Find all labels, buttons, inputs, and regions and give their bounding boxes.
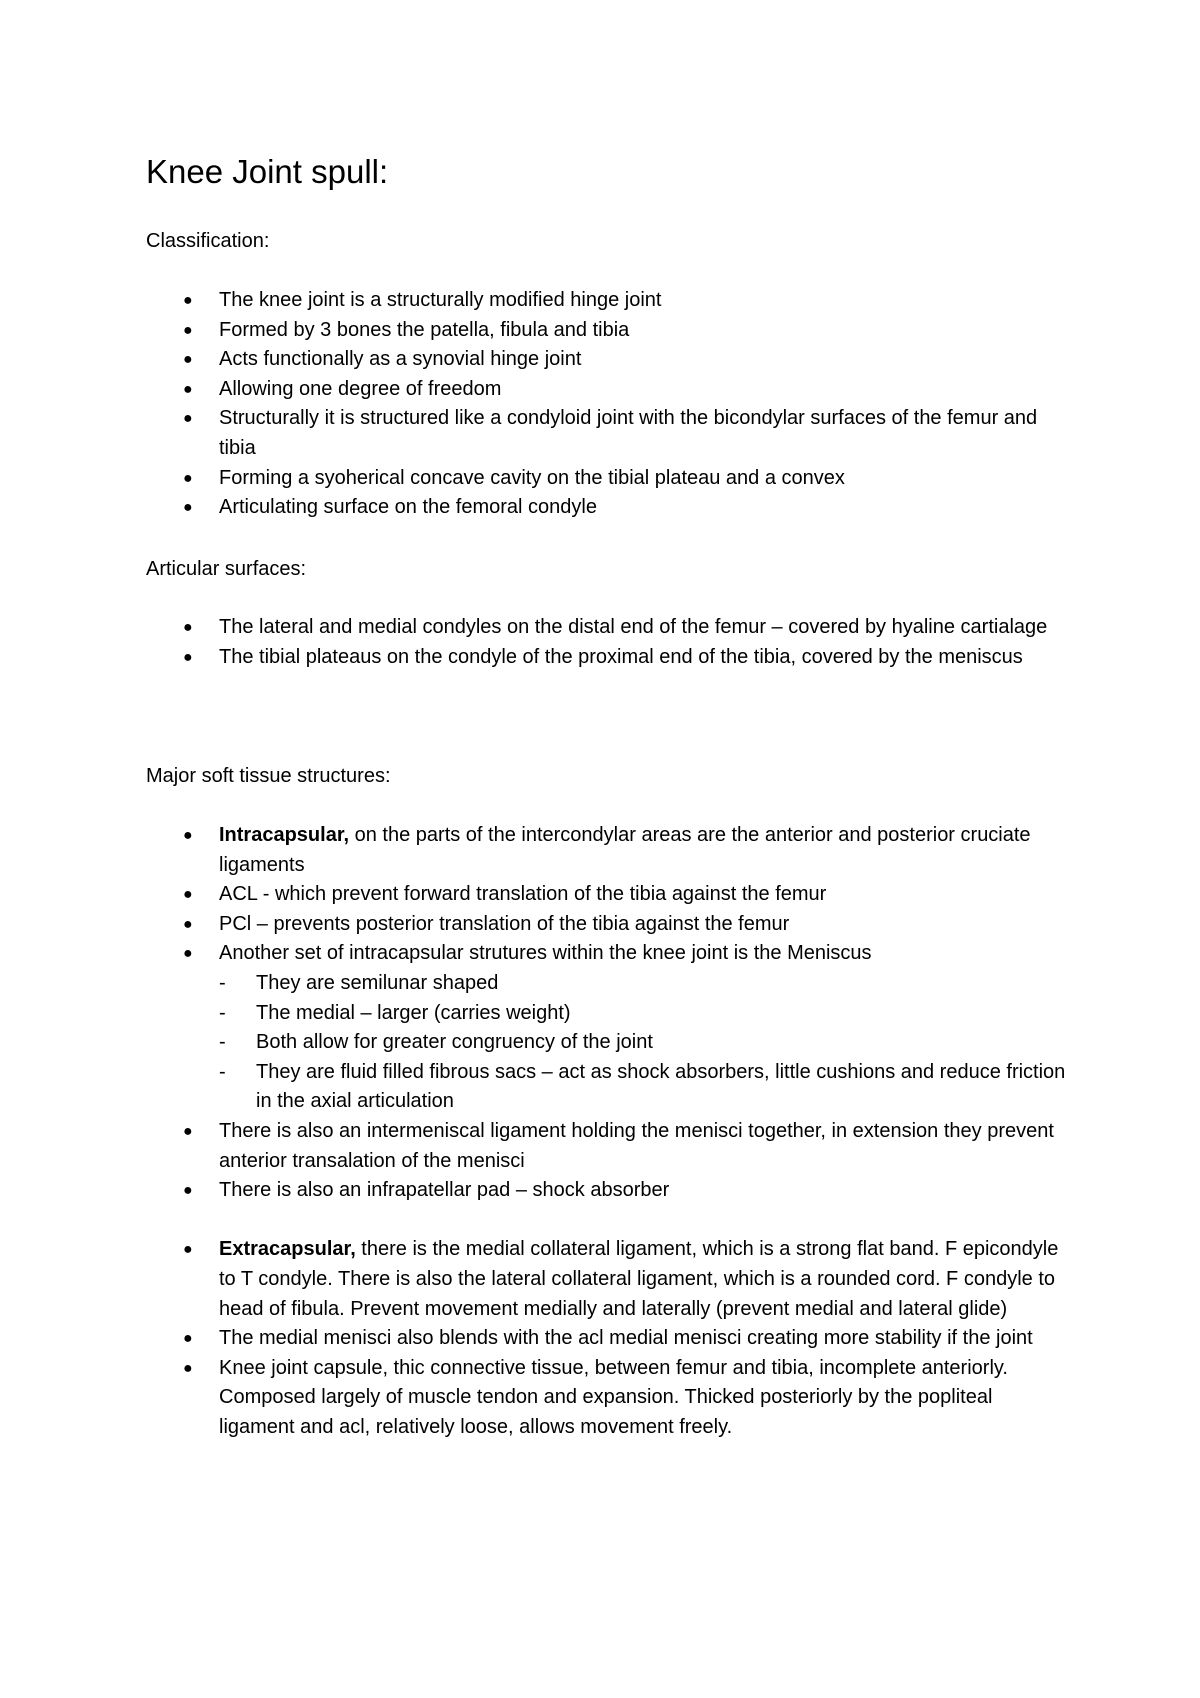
bullet-icon: ●: [183, 1182, 193, 1200]
list-item: ● Acts functionally as a synovial hinge joint: [0, 345, 1069, 375]
bullet-icon: ●: [183, 410, 193, 428]
classification-heading: Classification:: [146, 230, 270, 252]
list-item: ● Another set of intracapsular strutures within the knee joint is the Meniscus - They are semilunar shaped - The medial – larger (carries weight) - Both allow for greater congruency of the joint - They are fluid filled fibrous sacs – act as shock absorbers, little cushions and reduce friction in the axial articulation: [0, 939, 1069, 1117]
bullet-icon: ●: [183, 499, 193, 517]
classification-list: [0, 286, 1200, 523]
list-item: ● The knee joint is a structurally modified hinge joint: [0, 286, 1069, 316]
list-item: ● There is also an intermeniscal ligament holding the menisci together, in extension they prevent anterior transalation of the menisci: [0, 1117, 1069, 1176]
document-title: Knee Joint spull:: [146, 153, 389, 190]
list-item: ● Intracapsular, on the parts of the intercondylar areas are the anterior and posterior cruciate ligaments: [0, 821, 1069, 880]
list-item: ● Articulating surface on the femoral condyle: [0, 493, 1069, 523]
extracapsular-label: Extracapsular,: [219, 1238, 356, 1261]
bullet-icon: ●: [183, 1330, 193, 1348]
bullet-icon: ●: [183, 469, 193, 487]
intracapsular-label: Intracapsular,: [219, 824, 350, 846]
list-item: ● The lateral and medial condyles on the distal end of the femur – covered by hyaline cartialage: [0, 613, 1069, 643]
list-item: ● PCl – prevents posterior translation of the tibia against the femur: [0, 910, 1069, 940]
sub-list-item: - They are fluid filled fibrous sacs – act as shock absorbers, little cushions and reduce friction in the axial articulation: [219, 1060, 1066, 1113]
sub-list-item: - Both allow for greater congruency of the joint: [219, 1031, 653, 1054]
bullet-icon: ●: [183, 945, 193, 963]
bullet-icon: ●: [183, 827, 193, 844]
list-item: ● Allowing one degree of freedom: [0, 375, 1069, 405]
sub-list-item: - They are semilunar shaped: [219, 971, 499, 994]
soft-tissue-heading: Major soft tissue structures:: [146, 765, 391, 787]
bullet-icon: ●: [183, 648, 193, 666]
articular-list: [0, 613, 1200, 672]
list-item: ● ACL - which prevent forward translation of the tibia against the femur: [0, 880, 1069, 910]
bullet-icon: ●: [183, 292, 193, 309]
soft-tissue-list: [0, 821, 1200, 1442]
bullet-icon: ●: [183, 321, 193, 339]
bullet-icon: ●: [183, 886, 193, 904]
list-item: ● The medial menisci also blends with the acl medial menisci creating more stability if the joint: [0, 1324, 1069, 1354]
list-item: ● Structurally it is structured like a condyloid joint with the bicondylar surfaces of the femur and tibia: [0, 404, 1069, 463]
bullet-icon: ●: [183, 619, 193, 636]
bullet-icon: ●: [183, 380, 193, 398]
articular-heading: Articular surfaces:: [146, 558, 307, 580]
list-item: ● The tibial plateaus on the condyle of the proximal end of the tibia, covered by the meniscus: [0, 643, 1069, 673]
bullet-icon: ●: [183, 1122, 193, 1140]
meniscus-sublist: [219, 969, 1069, 1117]
bullet-icon: ●: [183, 351, 193, 369]
bullet-icon: ●: [183, 1359, 193, 1377]
list-item: ● Formed by 3 bones the patella, fibula and tibia: [0, 316, 1069, 346]
list-item: ● Extracapsular, there is the medial collateral ligament, which is a strong flat band. F epicondyle to T condyle. There is also the lateral collateral ligament, which is a rounded cord. F condyle to head of fibula. Prevent movement medially and laterally (prevent medial and lateral glide): [0, 1235, 1069, 1324]
list-item: ● Forming a syoherical concave cavity on the tibial plateau and a convex: [0, 464, 1069, 494]
list-item: ● Knee joint capsule, thic connective tissue, between femur and tibia, incomplete anteriorly. Composed largely of muscle tendon and expansion. Thicked posteriorly by the popliteal ligament and acl, relatively loose, allows movement freely.: [0, 1354, 1069, 1443]
bullet-icon: ●: [183, 1241, 193, 1259]
bullet-icon: ●: [183, 915, 193, 933]
sub-list-item: - The medial – larger (carries weight): [219, 1001, 571, 1024]
list-item: ● There is also an infrapatellar pad – shock absorber: [0, 1176, 1069, 1206]
